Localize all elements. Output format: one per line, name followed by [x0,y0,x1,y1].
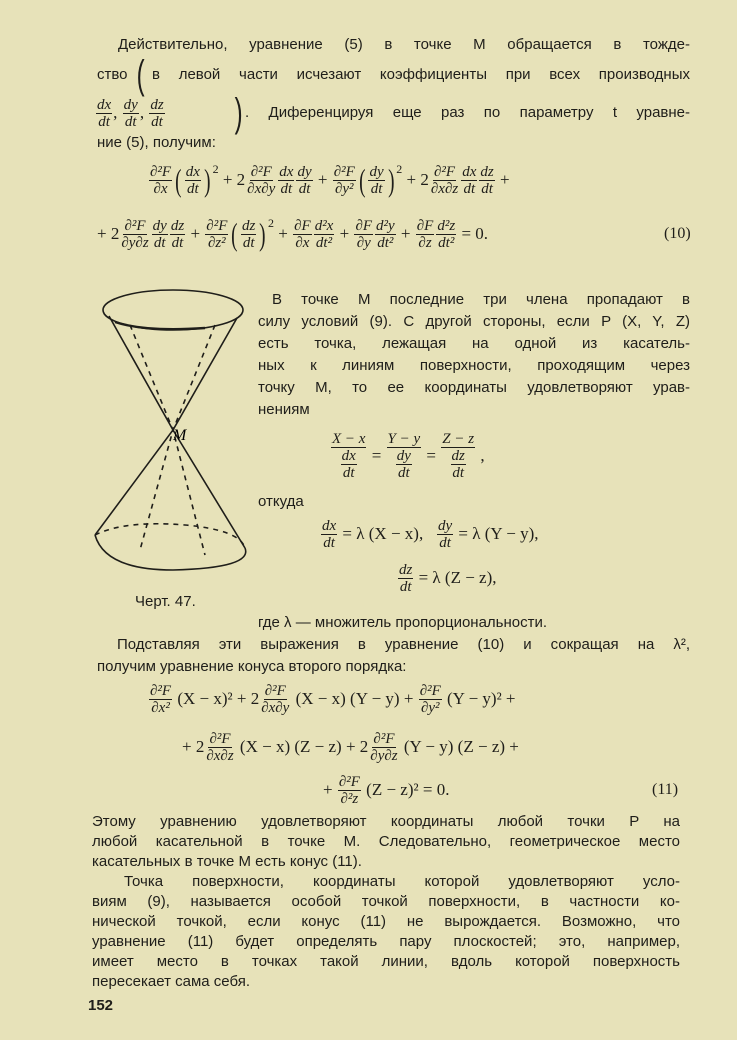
text-line: Точка поверхности, координаты которой удовлетворяют усло- [124,873,680,890]
denominator: dt [242,234,255,251]
numerator: dy [369,163,384,180]
denominator: ∂x∂z [206,747,234,764]
fraction [430,164,459,197]
text-line: уравнение (11) будет определять пару плоскостей; это, например, [92,933,680,950]
math-text: = [367,446,386,465]
denominator: dt [298,180,311,197]
equation-11-line-1 [148,681,516,717]
text-line: силу условий (9). С другой стороны, если P (X, Y, Z) [258,313,690,330]
numerator: ∂²F [150,682,172,699]
fraction [96,97,112,130]
numerator: ∂F [355,217,373,234]
equation-11-line-2 [182,729,519,765]
math-text: + 2 [97,224,120,243]
fraction [296,164,312,197]
fraction [241,218,256,251]
fraction [205,218,228,251]
text-line: В точке M последние три члена пропадают в [272,291,690,308]
page-number: 152 [88,997,114,1014]
fraction [149,164,172,197]
numerator: d²y [376,217,395,234]
denominator: ∂x∂y [247,180,276,197]
text-line: в левой части исчезают коэффициенты при всех производных [152,66,690,83]
math-text: + [335,224,354,243]
math-text: = 0. [457,224,489,243]
fraction [321,518,337,551]
equation-10-line-2 [97,216,488,252]
equation-number: (10) [664,225,691,242]
fraction [149,97,164,130]
numerator: ∂²F [333,163,355,180]
fraction [205,731,234,764]
denominator: dt [399,578,412,595]
numerator: d²z [437,217,456,234]
fraction [451,448,466,481]
fraction [461,164,477,197]
numerator: ∂²F [338,773,360,790]
math-text: + [274,224,293,243]
numerator: Z − z [442,431,475,447]
text-line: любой касательной в точке M. Следовательно, геометрическое место [92,833,680,850]
left-paren: ( [136,53,145,97]
exponent: 2 [268,216,275,230]
math-text: + [396,224,415,243]
fraction [436,218,456,251]
denominator: dt² [377,234,394,251]
denominator: dt [186,180,199,197]
lambda-equation-1 [320,516,539,552]
denominator: dt [323,534,335,551]
math-text: (Z − z)² = 0. [361,780,450,799]
fraction [260,683,290,716]
equation-11-line-3 [323,773,449,807]
numerator: dy [396,448,411,464]
denominator: dt [151,113,163,130]
math-text: (X − x)² + 2 [173,689,260,708]
text-line: есть точка, лежащая на одной из касатель- [258,335,690,352]
math-text: + [186,224,205,243]
denominator: dt [98,113,110,130]
fraction [338,774,361,807]
denominator: dt [398,465,410,481]
text-line: виям (9), называется особой точкой поверхности, в частности ко- [92,893,680,910]
text-line: пересекает сама себя. [92,973,250,990]
numerator: dx [97,96,112,113]
denominator: ∂²z [340,790,359,807]
point-label: M [173,427,187,444]
math-text: = λ (Y − y), [454,524,539,543]
denominator: dt [481,180,493,197]
numerator: Y − y [387,431,421,447]
numerator: ∂²F [419,682,441,699]
numerator: dy [297,163,312,180]
derivative-list [95,96,166,130]
fraction [123,97,139,130]
denominator: ∂x² [151,699,170,716]
numerator: ∂²F [209,730,231,747]
text-line: нениям [258,401,310,418]
math-text: , [113,103,122,122]
equation-number: (11) [652,781,679,798]
math-text: + 2 [218,170,246,189]
numerator: dx [462,163,477,180]
fraction [331,431,366,481]
numerator: dz [242,217,256,234]
math-text: , [476,446,485,465]
text-line: ство [97,66,128,83]
fraction [333,164,356,197]
fraction [152,218,168,251]
fraction [419,683,442,716]
denominator: dt [463,180,476,197]
denominator [394,448,414,481]
numerator: dx [185,163,200,180]
numerator: dz [399,561,413,578]
math-text: , [139,103,149,122]
numerator: dy [152,217,167,234]
denominator: ∂x∂z [430,180,459,197]
numerator: ∂²F [150,163,172,180]
fraction [170,218,185,251]
denominator: ∂x [153,180,168,197]
numerator: ∂F [294,217,311,234]
numerator: dz [451,448,465,464]
fraction [278,164,294,197]
fraction [437,518,453,551]
denominator: ∂x [295,234,310,251]
fraction [120,218,149,251]
text-line: ных к линиям поверхности, проходящим через [258,357,690,374]
text-line: ние (5), получим: [97,134,216,151]
left-paren: ( [358,162,366,198]
denominator: ∂y∂z [121,234,149,251]
text-line: нической точкой, если конус (11) не вырождается. Возможно, что [92,913,680,930]
denominator [339,448,359,481]
denominator: dt [280,180,293,197]
denominator: dt [153,234,166,251]
fraction [246,164,276,197]
text-line: имеет место в точках такой линии, вдоль которой поверхность [92,953,680,970]
text-line: получим уравнение конуса второго порядка: [97,658,407,675]
text-line: Действительно, уравнение (5) в точке M обращается в тожде- [118,36,690,53]
denominator: ∂z² [207,234,226,251]
denominator: dt² [438,234,455,251]
fraction [341,448,357,481]
denominator: ∂x∂y [261,699,290,716]
denominator: ∂y² [420,699,440,716]
numerator: X − x [332,431,366,447]
math-text: = [422,446,441,465]
fraction [368,164,384,197]
numerator: dx [279,163,294,180]
math-text: + [495,170,510,189]
math-text: + 2 [402,170,429,189]
denominator: dt [342,465,355,481]
denominator: dt [370,180,383,197]
numerator: dy [437,517,453,534]
denominator: dt [452,465,464,481]
equation-10-line-1 [148,162,510,198]
denominator: ∂y [356,234,371,251]
denominator: ∂y² [334,180,354,197]
numerator: ∂²F [434,163,456,180]
numerator: ∂²F [250,163,272,180]
fraction [387,431,422,481]
numerator: ∂F [416,217,434,234]
parenthesized-fraction [173,163,218,197]
fraction [314,218,335,251]
math-text: (X − x) (Y − y) + [291,689,418,708]
lambda-equation-2 [397,560,497,596]
math-text: + [313,170,332,189]
text-line: Этому уравнению удовлетворяют координаты любой точки P на [92,813,680,830]
fraction [354,218,373,251]
fraction [416,218,435,251]
math-text: + [323,780,337,799]
right-paren: ) [204,162,211,198]
denominator: dt [171,234,184,251]
math-text: = λ (X − x), [338,524,436,543]
numerator: ∂²F [264,682,286,699]
right-paren: ) [259,216,266,252]
text-line: точку M, то ее координаты удовлетворяют урав- [258,379,690,396]
fraction [149,683,172,716]
fraction [396,448,412,481]
numerator: ∂²F [206,217,228,234]
math-text: + 2 [182,737,205,756]
text-line: где λ — множитель пропорциональности. [258,614,548,631]
left-paren: ( [231,216,238,252]
numerator: dx [322,517,337,534]
text-line: . Диференцируя еще раз по параметру t уравне- [245,104,690,121]
fraction [479,164,494,197]
denominator: dt [124,113,137,130]
numerator: dz [170,217,185,234]
math-text: (X − x) (Z − z) + 2 [235,737,369,756]
right-paren: ) [387,162,395,198]
cone-figure [85,280,255,580]
text-line: откуда [258,493,304,510]
denominator: dt² [315,234,333,251]
math-text: (Y − y)² + [442,689,516,708]
figure-caption: Черт. 47. [135,593,196,610]
math-text: = λ (Z − z), [414,568,497,587]
denominator: ∂z [418,234,432,251]
exponent: 2 [212,162,219,176]
fraction [369,731,398,764]
numerator: dy [123,96,138,113]
left-paren: ( [175,162,182,198]
text-line: Подставляя эти выражения в уравнение (10) и сокращая на λ², [117,636,690,653]
denominator: ∂y∂z [370,747,398,764]
math-text: (Y − y) (Z − z) + [399,737,519,756]
ratio-equation [330,426,485,486]
denominator [449,448,468,481]
right-paren: ) [234,91,243,135]
fraction [398,562,413,595]
numerator: ∂²F [373,730,395,747]
exponent: 2 [396,162,403,176]
parenthesized-fraction [229,217,274,251]
fraction [185,164,201,197]
numerator: dz [480,163,494,180]
numerator: dx [341,448,356,464]
fraction [441,431,475,481]
denominator: dt [439,534,451,551]
fraction [375,218,396,251]
numerator: d²x [314,217,334,234]
fraction [293,218,312,251]
parenthesized-fraction [357,163,402,197]
text-line: касательных в точке M есть конус (11). [92,853,362,870]
numerator: dz [150,96,164,113]
numerator: ∂²F [124,217,146,234]
